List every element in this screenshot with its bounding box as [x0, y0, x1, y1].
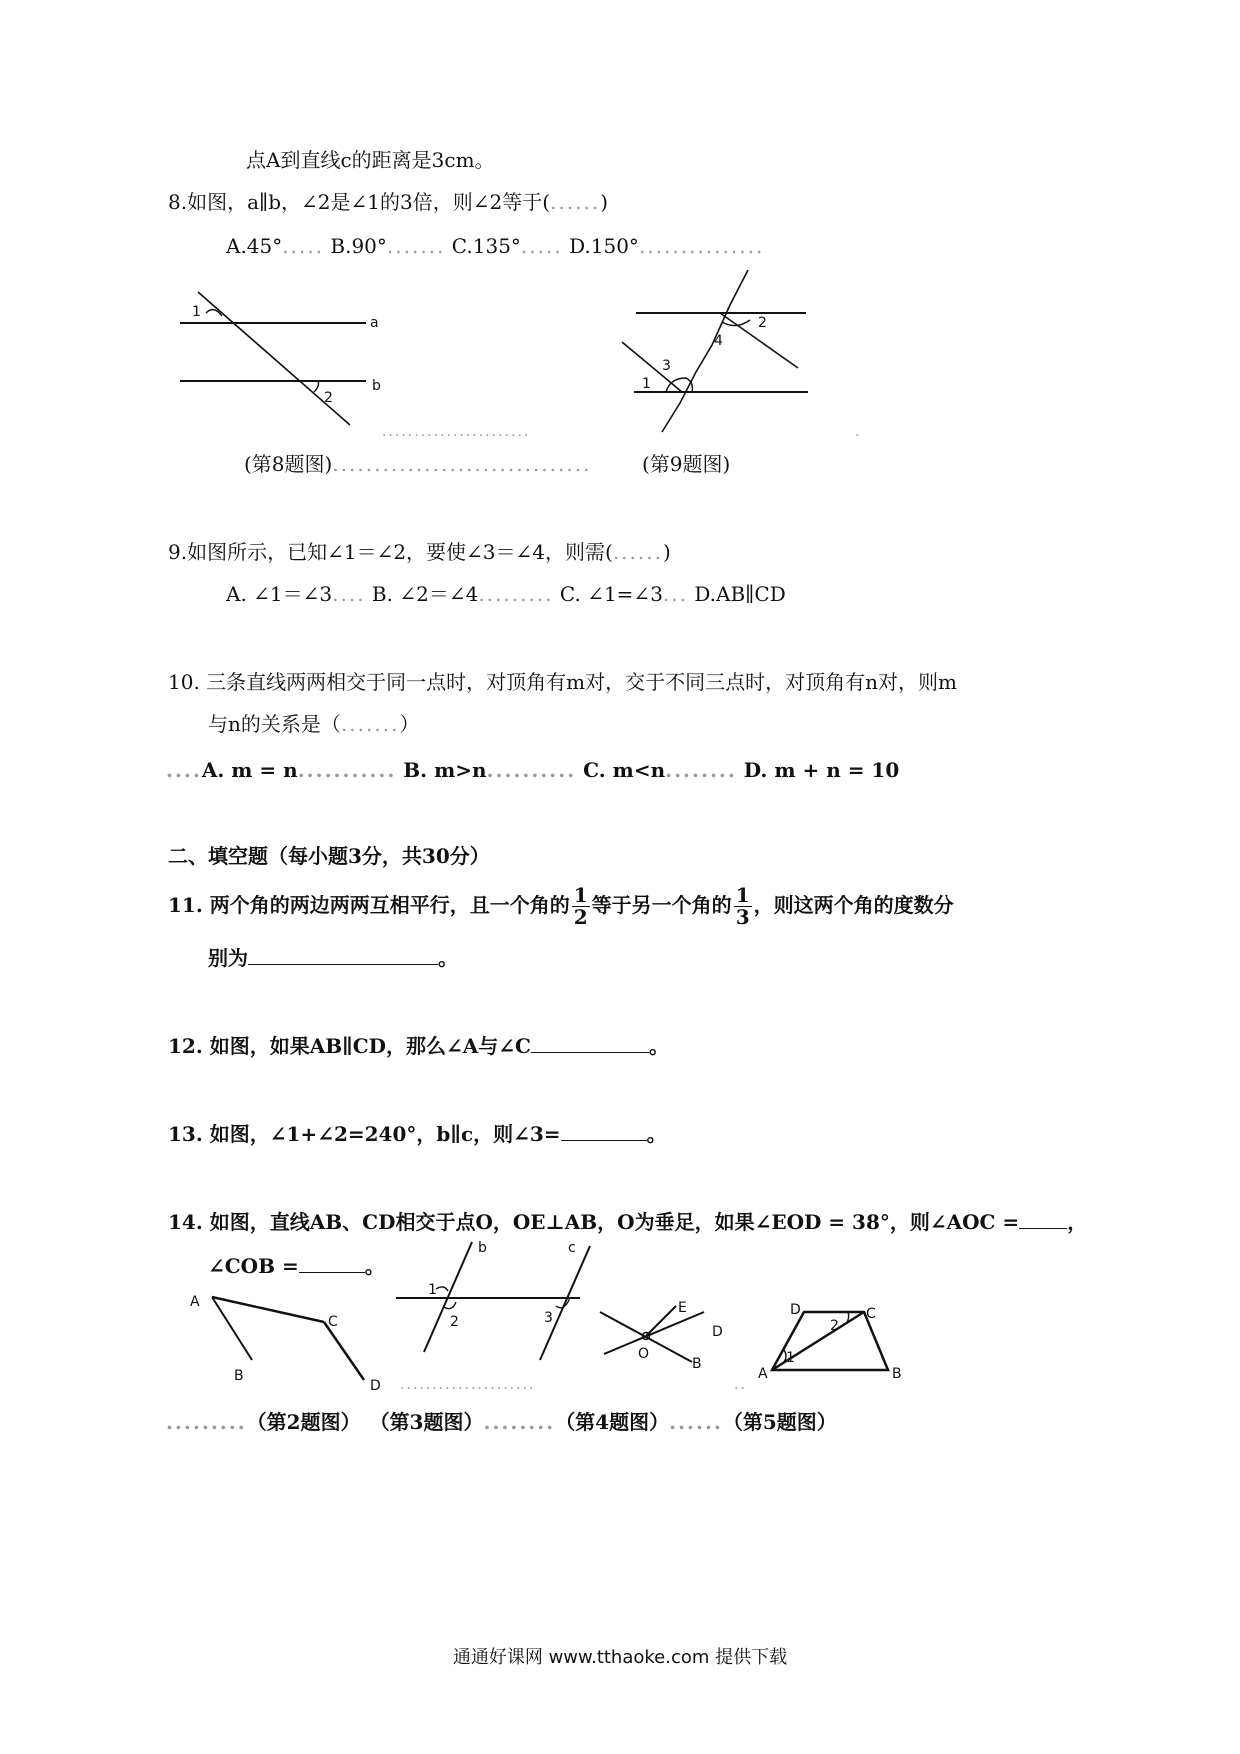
fig9-caption: (第9题图): [642, 452, 731, 476]
q7-answer-tail: 点A到直线c的距离是3cm。: [246, 148, 495, 172]
q8-option-d: D.150°: [569, 234, 639, 258]
q9-close-paren: ): [662, 540, 671, 564]
fig5-label-C: C: [866, 1306, 876, 1322]
fig5-label-B: B: [892, 1366, 902, 1382]
q8-close-paren: ): [600, 190, 608, 214]
q10-option-b: B. m>n: [403, 758, 487, 782]
q9-option-d: D.AB∥CD: [694, 582, 786, 606]
fig3-caption: （第3题图）: [369, 1410, 484, 1434]
fig5-caption: （第5题图）: [722, 1410, 837, 1434]
fig2-label-C: C: [328, 1314, 338, 1330]
dot-leader: .: [855, 424, 862, 440]
q14-line1: 14. 如图，直线AB、CD相交于点O，OE⊥AB，O为垂足，如果∠EOD = 38°，则∠AOC = ，: [168, 1210, 1088, 1234]
fig8-angle-2: 2: [324, 390, 333, 406]
page-footer: 通通好课网 www.tthaoke.com 提供下载: [452, 1647, 788, 1668]
fig5-label-A: A: [758, 1366, 768, 1382]
q10-option-a: A. m = n: [201, 758, 298, 782]
dot-leader: ..: [734, 1377, 747, 1393]
fig4-caption: （第4题图）: [555, 1410, 670, 1434]
dot-leader: .......................: [382, 424, 531, 440]
q10-options: ....A. m = n........... B. m>n.......... C. m<n........ D. m + n = 10: [166, 758, 900, 782]
fig2-label-B: B: [234, 1368, 244, 1384]
fraction-one-third: $\frac{1}{3}$: [735, 883, 750, 929]
fig5-angle-1: 1: [786, 1350, 795, 1366]
fig8-label-a: a: [370, 315, 379, 331]
bottom-captions: .........（第2题图） （第3题图）........（第4题图）......（第5题图）: [166, 1410, 837, 1434]
fig3-label-c: c: [568, 1240, 576, 1256]
fig9-angle-2: 2: [758, 315, 767, 331]
question-9: 9.如图所示，已知∠1＝∠2，要使∠3＝∠4，则需(......): [168, 540, 671, 564]
q10-option-c: C. m<n: [583, 758, 666, 782]
fig9-angle-1: 1: [642, 376, 651, 392]
fig3-angle-3: 3: [544, 1310, 553, 1326]
fig3-angle-1: 1: [428, 1282, 437, 1298]
q9-option-b: B. ∠2＝∠4: [371, 582, 479, 606]
q8-option-a: A.45°: [226, 234, 283, 258]
q8-option-c: C.135°: [451, 234, 521, 258]
question-13: 13. 如图，∠1+∠2=240°，b∥c，则∠3= 。: [168, 1122, 667, 1146]
fig4-label-D: D: [712, 1324, 723, 1340]
fig9-angle-3: 3: [662, 358, 671, 374]
question-12: 12. 如图，如果AB∥CD，那么∠A与∠C 。: [168, 1034, 669, 1058]
q9-option-c: C. ∠1=∠3: [559, 582, 663, 606]
fig9-angle-4: 4: [714, 333, 723, 349]
fig4-label-O: O: [638, 1346, 650, 1362]
fig3-angle-2: 2: [450, 1314, 459, 1330]
fig8-label-b: b: [372, 378, 381, 394]
fig4-label-B: B: [692, 1356, 702, 1372]
q10-line1: 10. 三条直线两两相交于同一点时，对顶角有m对，交于不同三点时，对顶角有n对，则m: [168, 670, 957, 694]
fig2-label-D: D: [370, 1378, 381, 1394]
q8-option-b: B.90°: [330, 234, 387, 258]
q8-options: A.45°..... B.90°....... C.135°..... D.150°...............: [226, 234, 765, 258]
fig8-caption: (第8题图)...............................: [244, 452, 592, 476]
q9-options: A. ∠1＝∠3.... B. ∠2＝∠4......... C. ∠1=∠3... D.AB∥CD: [226, 582, 786, 606]
q14-line2: ∠COB = 。: [208, 1254, 385, 1278]
fig4-label-E: E: [678, 1300, 687, 1316]
q10-line2: 与n的关系是（.......）: [208, 712, 420, 736]
q8-stem: 8.如图，a∥b，∠2是∠1的3倍，则∠2等于(: [168, 190, 551, 214]
section-2-title: 二、填空题（每小题3分，共30分）: [168, 844, 490, 868]
fig2-label-A: A: [190, 1294, 200, 1310]
question-8: 8.如图，a∥b，∠2是∠1的3倍，则∠2等于(......): [168, 190, 608, 214]
q10-option-d: D. m + n = 10: [743, 758, 900, 782]
fig8-angle-1: 1: [192, 304, 201, 320]
fig2-caption: （第2题图）: [246, 1410, 361, 1434]
q11-line1: 11. 两个角的两边两两互相平行，且一个角的 $\frac{1}{2}$ 等于另一个角的 $\frac{1}{3}$ ，则这两个角的度数分: [168, 883, 954, 929]
fraction-one-half: $\frac{1}{2}$: [573, 883, 588, 929]
q9-option-a: A. ∠1＝∠3: [226, 582, 333, 606]
dot-leader: .....................: [400, 1377, 536, 1393]
fig5-angle-2: 2: [830, 1318, 839, 1334]
fig5-label-D: D: [790, 1302, 801, 1318]
q9-stem: 9.如图所示，已知∠1＝∠2，要使∠3＝∠4，则需(: [168, 540, 613, 564]
fig3-label-b: b: [478, 1240, 487, 1256]
q11-line2: 别为 。: [208, 946, 458, 970]
